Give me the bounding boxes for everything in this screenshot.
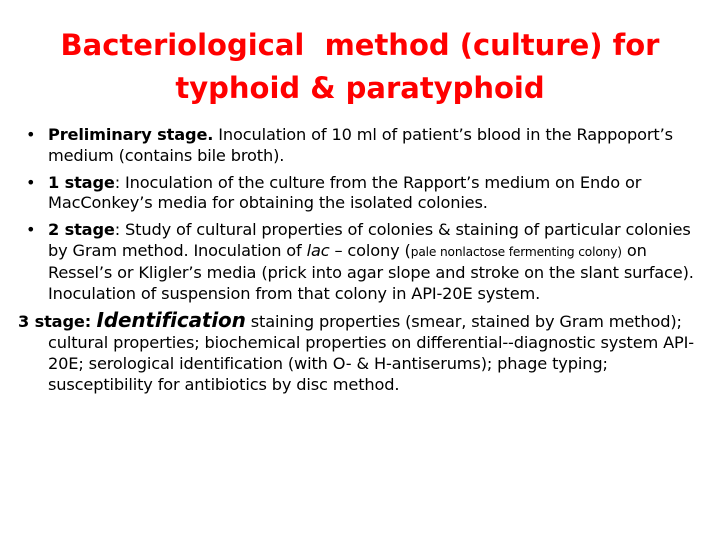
bullet-preliminary-stage <box>18 125 694 167</box>
bullet-icon: • <box>26 220 36 240</box>
bullet-icon: • <box>26 172 36 192</box>
slide-title <box>0 24 720 110</box>
bullet-label: Preliminary stage. <box>48 125 214 144</box>
stage-3-paragraph <box>18 310 694 395</box>
bullet-text: : Study of cultural properties of colonies & staining of particular colonies by Gram method. Inoculation of <box>48 220 691 260</box>
bullet-text: Inoculation of 10 ml of patient’s blood in the Rappoport’s medium (contains bile broth). <box>48 125 673 165</box>
lac-term: lac <box>306 240 330 260</box>
slide-body <box>18 125 694 396</box>
stage-3-label: 3 stage <box>18 312 85 332</box>
slide-title-line-2: typhoid & paratyphoid <box>175 71 545 105</box>
bullet-stage-2 <box>18 220 694 304</box>
bullet-text: on Ressel’s or Kligler’s media (prick into agar slope and stroke on the slant surface). Inoculation of suspension from that colony in API-20E system. <box>48 240 694 303</box>
stage-3-colon: : <box>84 312 97 332</box>
slide-title-line-1: Bacteriological method (culture) for <box>60 28 660 62</box>
identification-keyword: Identification <box>96 308 246 333</box>
bullet-text: – colony ( <box>329 240 411 260</box>
bullet-icon: • <box>26 125 36 144</box>
colony-note: pale nonlactose fermenting colony) <box>410 244 622 259</box>
stage-3-text: staining properties (smear, stained by Gram method); cultural properties; biochemical properties on differential--diagnostic system API-20E; serological identification (with O- & H-antiserums); phage typing; susceptibility for antibiotics by disc method. <box>48 312 694 394</box>
bullet-text: : Inoculation of the culture from the Rapport’s medium on Endo or MacConkey’s media for obtaining the isolated colonies. <box>48 172 642 213</box>
bullet-stage-1 <box>18 173 694 215</box>
bullet-label: 1 stage <box>48 172 115 192</box>
bullet-label: 2 stage <box>48 220 115 240</box>
